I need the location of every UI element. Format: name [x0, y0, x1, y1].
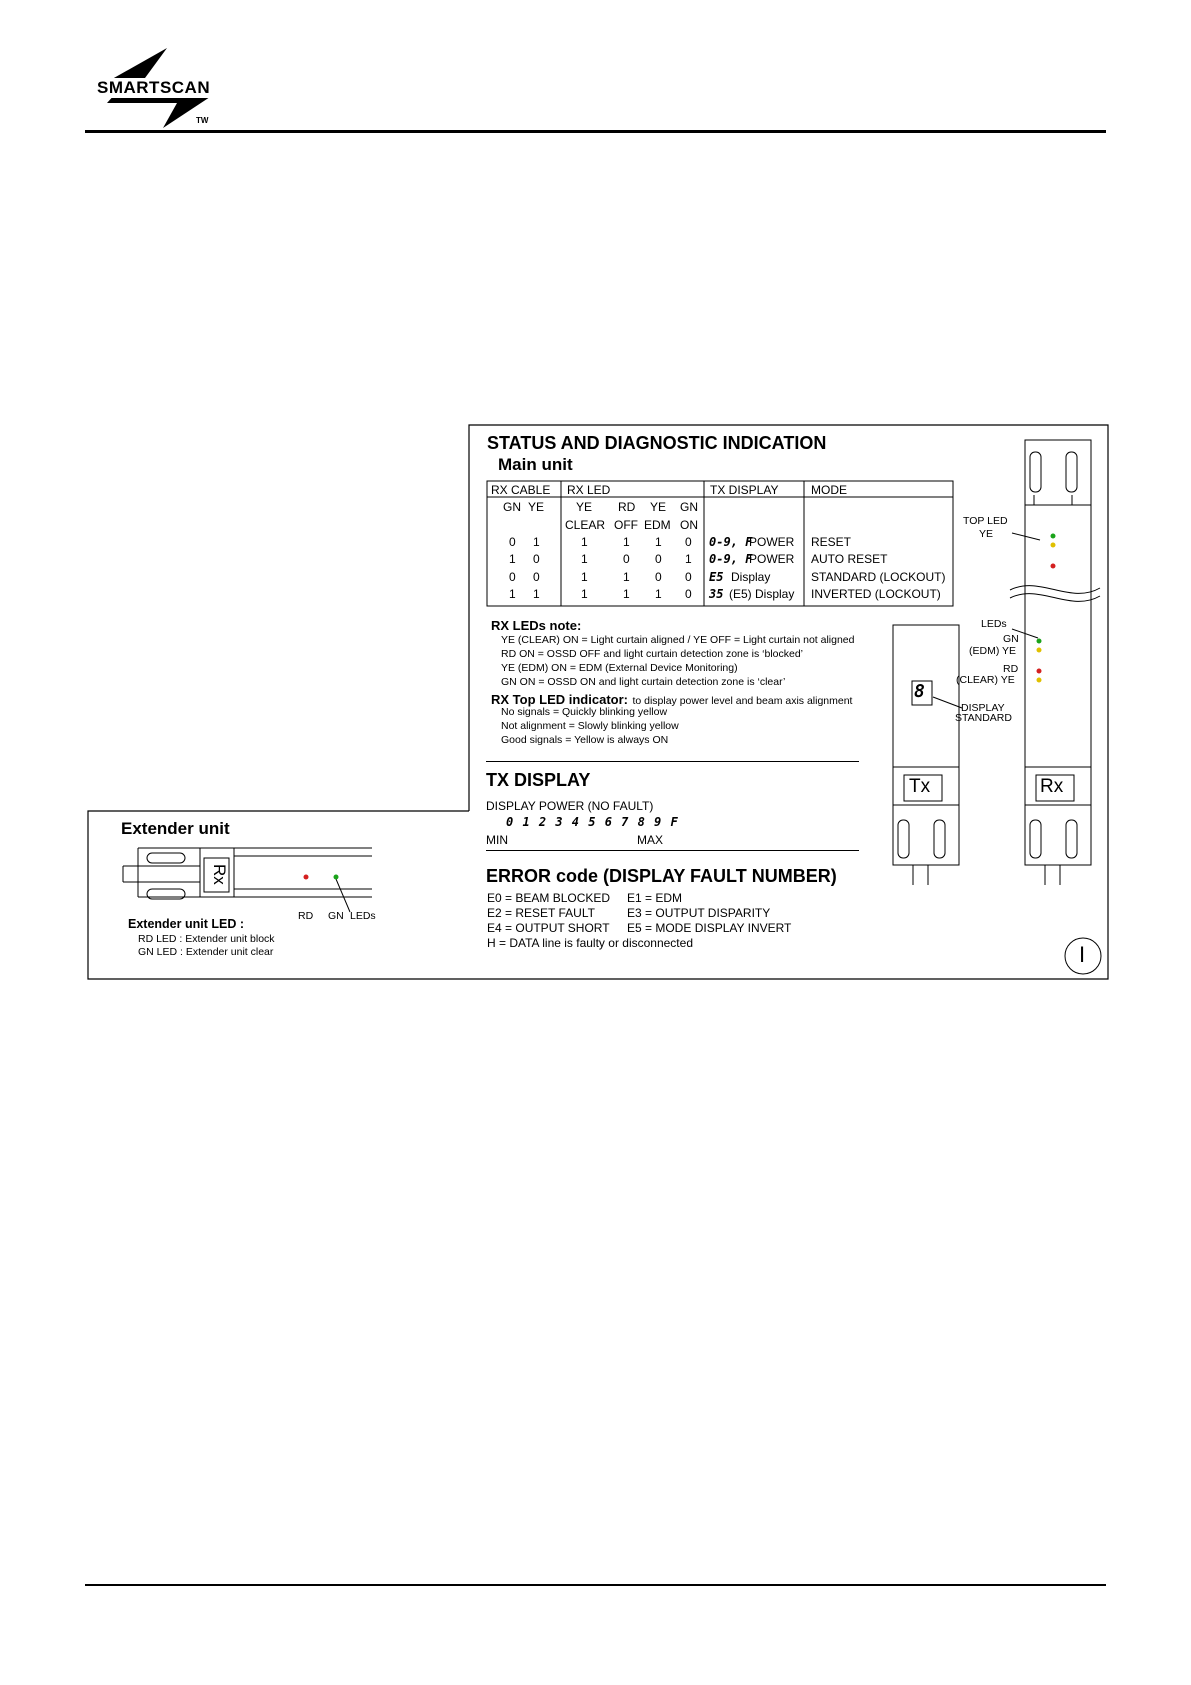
rx-top-led-line: No signals = Quickly blinking yellow: [501, 706, 668, 718]
tx-display-digits: 0 1 2 3 4 5 6 7 8 9 F: [506, 815, 679, 829]
rx-top-led-line: Not alignment = Slowly blinking yellow: [501, 720, 679, 732]
rx-leds-note-line: GN ON = OSSD ON and light curtain detection zone is ‘clear’: [501, 676, 786, 688]
cell-disp: POWER: [749, 535, 795, 549]
cell-seg: 0-9, F: [709, 535, 753, 549]
display-label: DISPLAY: [961, 702, 1005, 714]
extender-led-red: [304, 875, 309, 880]
sub-ye: YE: [528, 500, 545, 514]
display-digit: 8: [914, 681, 925, 702]
extender-led-line: GN LED : Extender unit clear: [138, 946, 274, 958]
rx-leds-note-line: RD ON = OSSD OFF and light curtain detection zone is ‘blocked’: [501, 648, 804, 660]
sub-led-clear: CLEAR: [565, 518, 606, 532]
rx-leds-note-line: YE (EDM) ON = EDM (External Device Monitoring): [501, 662, 738, 674]
logo-text: SMARTSCAN: [97, 78, 211, 97]
cell-led3: 1: [655, 535, 662, 549]
rx-top-led-yellow: [1051, 543, 1056, 548]
cell-led3: 0: [655, 552, 662, 566]
cell-gn: 1: [509, 587, 516, 601]
cell-led3: 0: [655, 570, 662, 584]
cell-seg: E5: [709, 570, 724, 584]
rx-led-gn: [1037, 639, 1042, 644]
sub-gn: GN: [503, 500, 521, 514]
cell-gn: 0: [509, 570, 516, 584]
error-code: E0 = BEAM BLOCKED: [487, 891, 611, 905]
rx-label: Rx: [1040, 776, 1064, 797]
tx-display-title: TX DISPLAY: [486, 770, 591, 790]
extender-gn-label: GN: [328, 910, 344, 922]
cell-mode: STANDARD (LOCKOUT): [811, 570, 946, 584]
tx-display-min: MIN: [486, 833, 508, 847]
error-code: E3 = OUTPUT DISPARITY: [627, 906, 771, 920]
cell-led4: 0: [685, 535, 692, 549]
error-code: E5 = MODE DISPLAY INVERT: [627, 921, 792, 935]
cell-led3: 1: [655, 587, 662, 601]
cell-led2: 1: [623, 535, 630, 549]
cell-led1: 1: [581, 587, 588, 601]
cell-led4: 1: [685, 552, 692, 566]
rx-leds-note-line: YE (CLEAR) ON = Light curtain aligned / YE OFF = Light curtain not aligned: [501, 634, 855, 646]
cell-mode: INVERTED (LOCKOUT): [811, 587, 941, 601]
extender-rd-label: RD: [298, 910, 314, 922]
top-led-ye-label: YE: [979, 528, 994, 540]
top-led-label: TOP LED: [963, 515, 1008, 527]
col-rx-led: RX LED: [567, 483, 611, 497]
col-mode: MODE: [811, 483, 847, 497]
extender-diagram: [0, 0, 480, 960]
cell-disp: (E5) Display: [729, 587, 795, 601]
cell-disp: Display: [731, 570, 771, 584]
rx-top-led-title: RX Top LED indicator:: [491, 692, 628, 707]
col-rx-cable: RX CABLE: [491, 483, 551, 497]
leds-label: LEDs: [981, 618, 1007, 630]
cell-mode: AUTO RESET: [811, 552, 888, 566]
standard-label: STANDARD: [955, 712, 1012, 724]
clear-ye-label: (CLEAR) YE: [956, 674, 1015, 686]
error-code: E4 = OUTPUT SHORT: [487, 921, 610, 935]
roman-numeral: I: [1079, 942, 1086, 967]
cell-gn: 1: [509, 552, 516, 566]
sub-led-edm: EDM: [644, 518, 671, 532]
error-code-h: H = DATA line is faulty or disconnected: [487, 936, 693, 950]
rx-top-led-green: [1051, 534, 1056, 539]
sub-led-ye2: YE: [650, 500, 667, 514]
cell-ye: 1: [533, 535, 540, 549]
rd-label: RD: [1003, 663, 1019, 675]
cell-led4: 0: [685, 587, 692, 601]
sub-led-rd: RD: [618, 500, 636, 514]
extender-led-green: [334, 875, 339, 880]
rx-leds-note-title: RX LEDs note:: [491, 618, 582, 633]
extender-rx-label: Rx: [210, 864, 229, 885]
tx-display-max: MAX: [637, 833, 664, 847]
cell-seg: 35: [709, 587, 724, 601]
col-tx-display: TX DISPLAY: [710, 483, 779, 497]
error-code: E1 = EDM: [627, 891, 683, 905]
rx-top-led-desc: to display power level and beam axis alignment: [632, 695, 853, 707]
cell-led4: 0: [685, 570, 692, 584]
cell-led2: 1: [623, 570, 630, 584]
extender-leds-label: LEDs: [350, 910, 376, 922]
rx-top-led-line: Good signals = Yellow is always ON: [501, 734, 669, 746]
cell-led2: 0: [623, 552, 630, 566]
rx-led-rd: [1037, 669, 1042, 674]
gn-label: GN: [1003, 633, 1019, 645]
error-title: ERROR code (DISPLAY FAULT NUMBER): [486, 866, 837, 886]
sub-led-on: ON: [680, 518, 698, 532]
cell-led1: 1: [581, 570, 588, 584]
sub-led-gn: GN: [680, 500, 698, 514]
cell-ye: 0: [533, 552, 540, 566]
extender-led-title: Extender unit LED :: [128, 917, 244, 931]
status-title: STATUS AND DIAGNOSTIC INDICATION: [487, 433, 827, 453]
cell-led1: 1: [581, 552, 588, 566]
main-unit-subtitle: Main unit: [498, 455, 573, 474]
error-code: E2 = RESET FAULT: [487, 906, 595, 920]
footer-rule: [85, 1584, 1106, 1586]
tx-label: Tx: [909, 776, 931, 797]
sub-led-off: OFF: [614, 518, 638, 532]
cell-gn: 0: [509, 535, 516, 549]
extender-led-line: RD LED : Extender unit block: [138, 933, 275, 945]
cell-led1: 1: [581, 535, 588, 549]
sub-led-ye1: YE: [576, 500, 593, 514]
tx-display-label: DISPLAY POWER (NO FAULT): [486, 799, 654, 813]
cell-ye: 1: [533, 587, 540, 601]
cell-mode: RESET: [811, 535, 852, 549]
rx-top-led-red: [1051, 564, 1056, 569]
rx-led-clear-ye: [1037, 678, 1042, 683]
cell-disp: POWER: [749, 552, 795, 566]
logo-trademark: TW: [196, 116, 209, 125]
cell-ye: 0: [533, 570, 540, 584]
rx-led-edm-ye: [1037, 648, 1042, 653]
cell-led2: 1: [623, 587, 630, 601]
extender-title: Extender unit: [121, 819, 230, 838]
edm-ye-label: (EDM) YE: [969, 645, 1017, 657]
cell-seg: 0-9, F: [709, 552, 753, 566]
